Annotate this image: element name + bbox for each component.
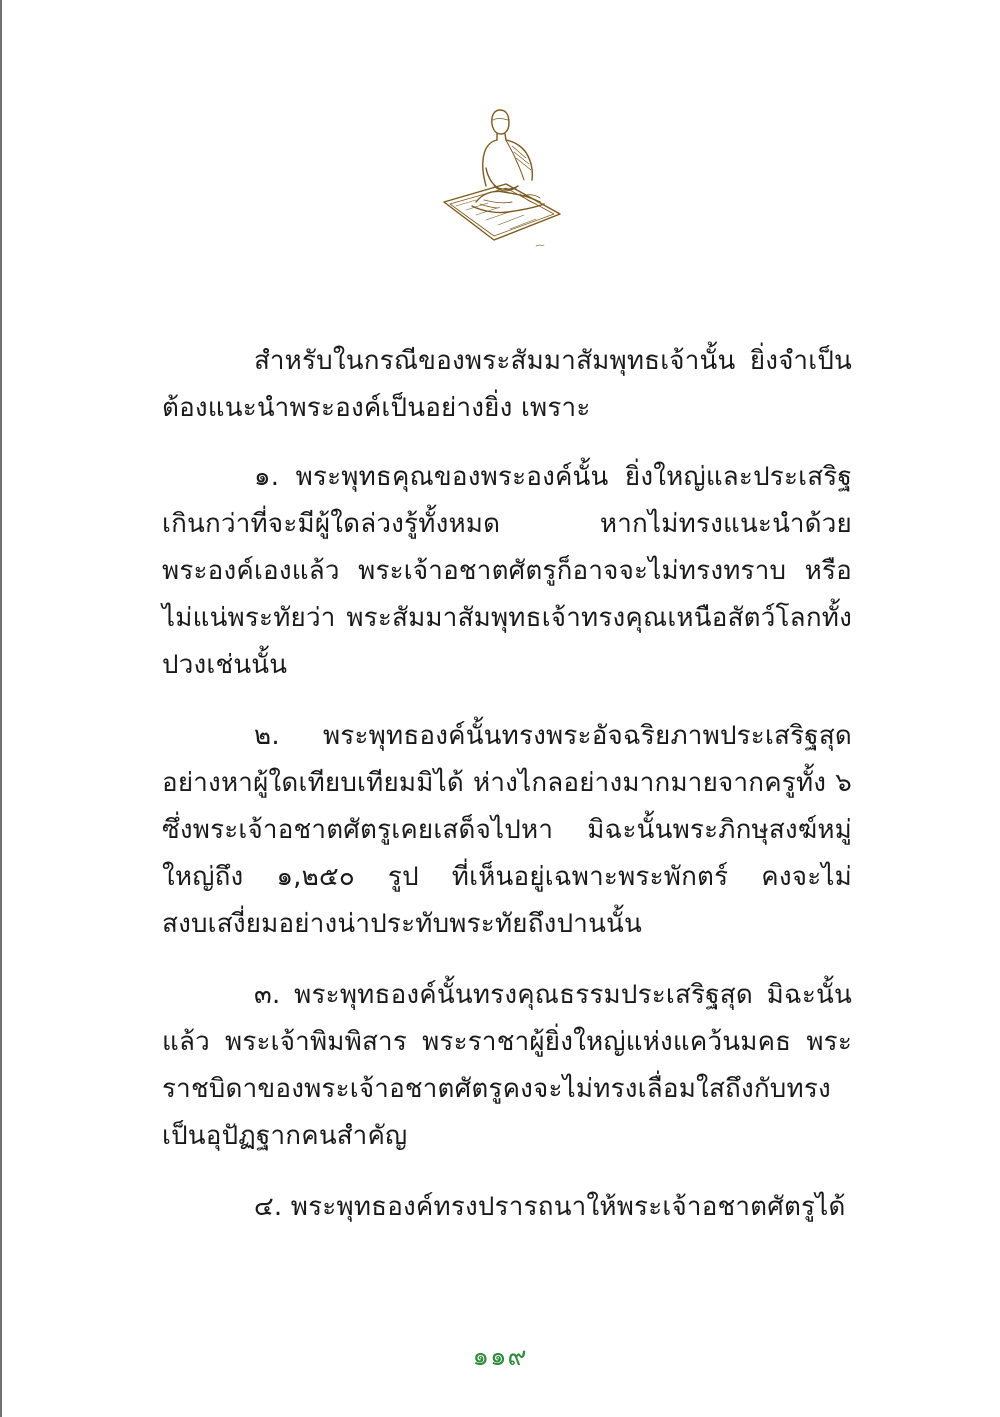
seated-monk-meditating-icon bbox=[436, 98, 566, 258]
page-edge-line bbox=[0, 0, 2, 1417]
paragraph-point-4: ๔. พระพุทธองค์ทรงปรารถนาให้พระเจ้าอชาตศัตรูได้ bbox=[254, 1192, 846, 1222]
page-number: ๑๑๙ bbox=[472, 1342, 528, 1372]
paragraph-intro: สำหรับในกรณีของพระสัมมาสัมพุทธเจ้านั้น ยิ่งจำเป็นต้องแนะนำพระองค์เป็นอย่างยิ่ง เพราะ bbox=[162, 346, 852, 423]
paragraph-point-3: ๓. พระพุทธองค์นั้นทรงคุณธรรมประเสริฐสุด มิฉะนั้นแล้ว พระเจ้าพิมพิสาร พระราชาผู้ยิ่งใหญ่แห่งแคว้นมคธ พระราชบิดาของพระเจ้าอชาตศัตรูคงจะไม่ทรงเลื่อมใสถึงกับทรงเป็นอุปัฏฐากคนสำคัญ bbox=[162, 980, 852, 1151]
body-text bbox=[162, 338, 852, 1255]
paragraph-point-1: ๑. พระพุทธคุณของพระองค์นั้น ยิ่งใหญ่และประเสริฐเกินกว่าที่จะมีผู้ใดล่วงรู้ทั้งหมด หากไม่ทรงแนะนำด้วยพระองค์เองแล้ว พระเจ้าอชาตศัตรูก็อาจจะไม่ทรงทราบ หรือไม่แน่พระทัยว่า พระสัมมาสัมพุทธเจ้าทรงคุณเหนือสัตว์โลกทั้งปวงเช่นนั้น bbox=[162, 462, 852, 680]
paragraph-point-2: ๒. พระพุทธองค์นั้นทรงพระอัจฉริยภาพประเสริฐสุดอย่างหาผู้ใดเทียบเทียมมิได้ ห่างไกลอย่างมากมายจากครูทั้ง ๖ ซึ่งพระเจ้าอชาตศัตรูเคยเสด็จไปหา มิฉะนั้นพระภิกษุสงฆ์หมู่ใหญ่ถึง ๑,๒๕๐ รูป ที่เห็นอยู่เฉพาะพระพักตร์ คงจะไม่สงบเสงี่ยมอย่างน่าประทับพระทัยถึงปานนั้น bbox=[162, 721, 852, 939]
